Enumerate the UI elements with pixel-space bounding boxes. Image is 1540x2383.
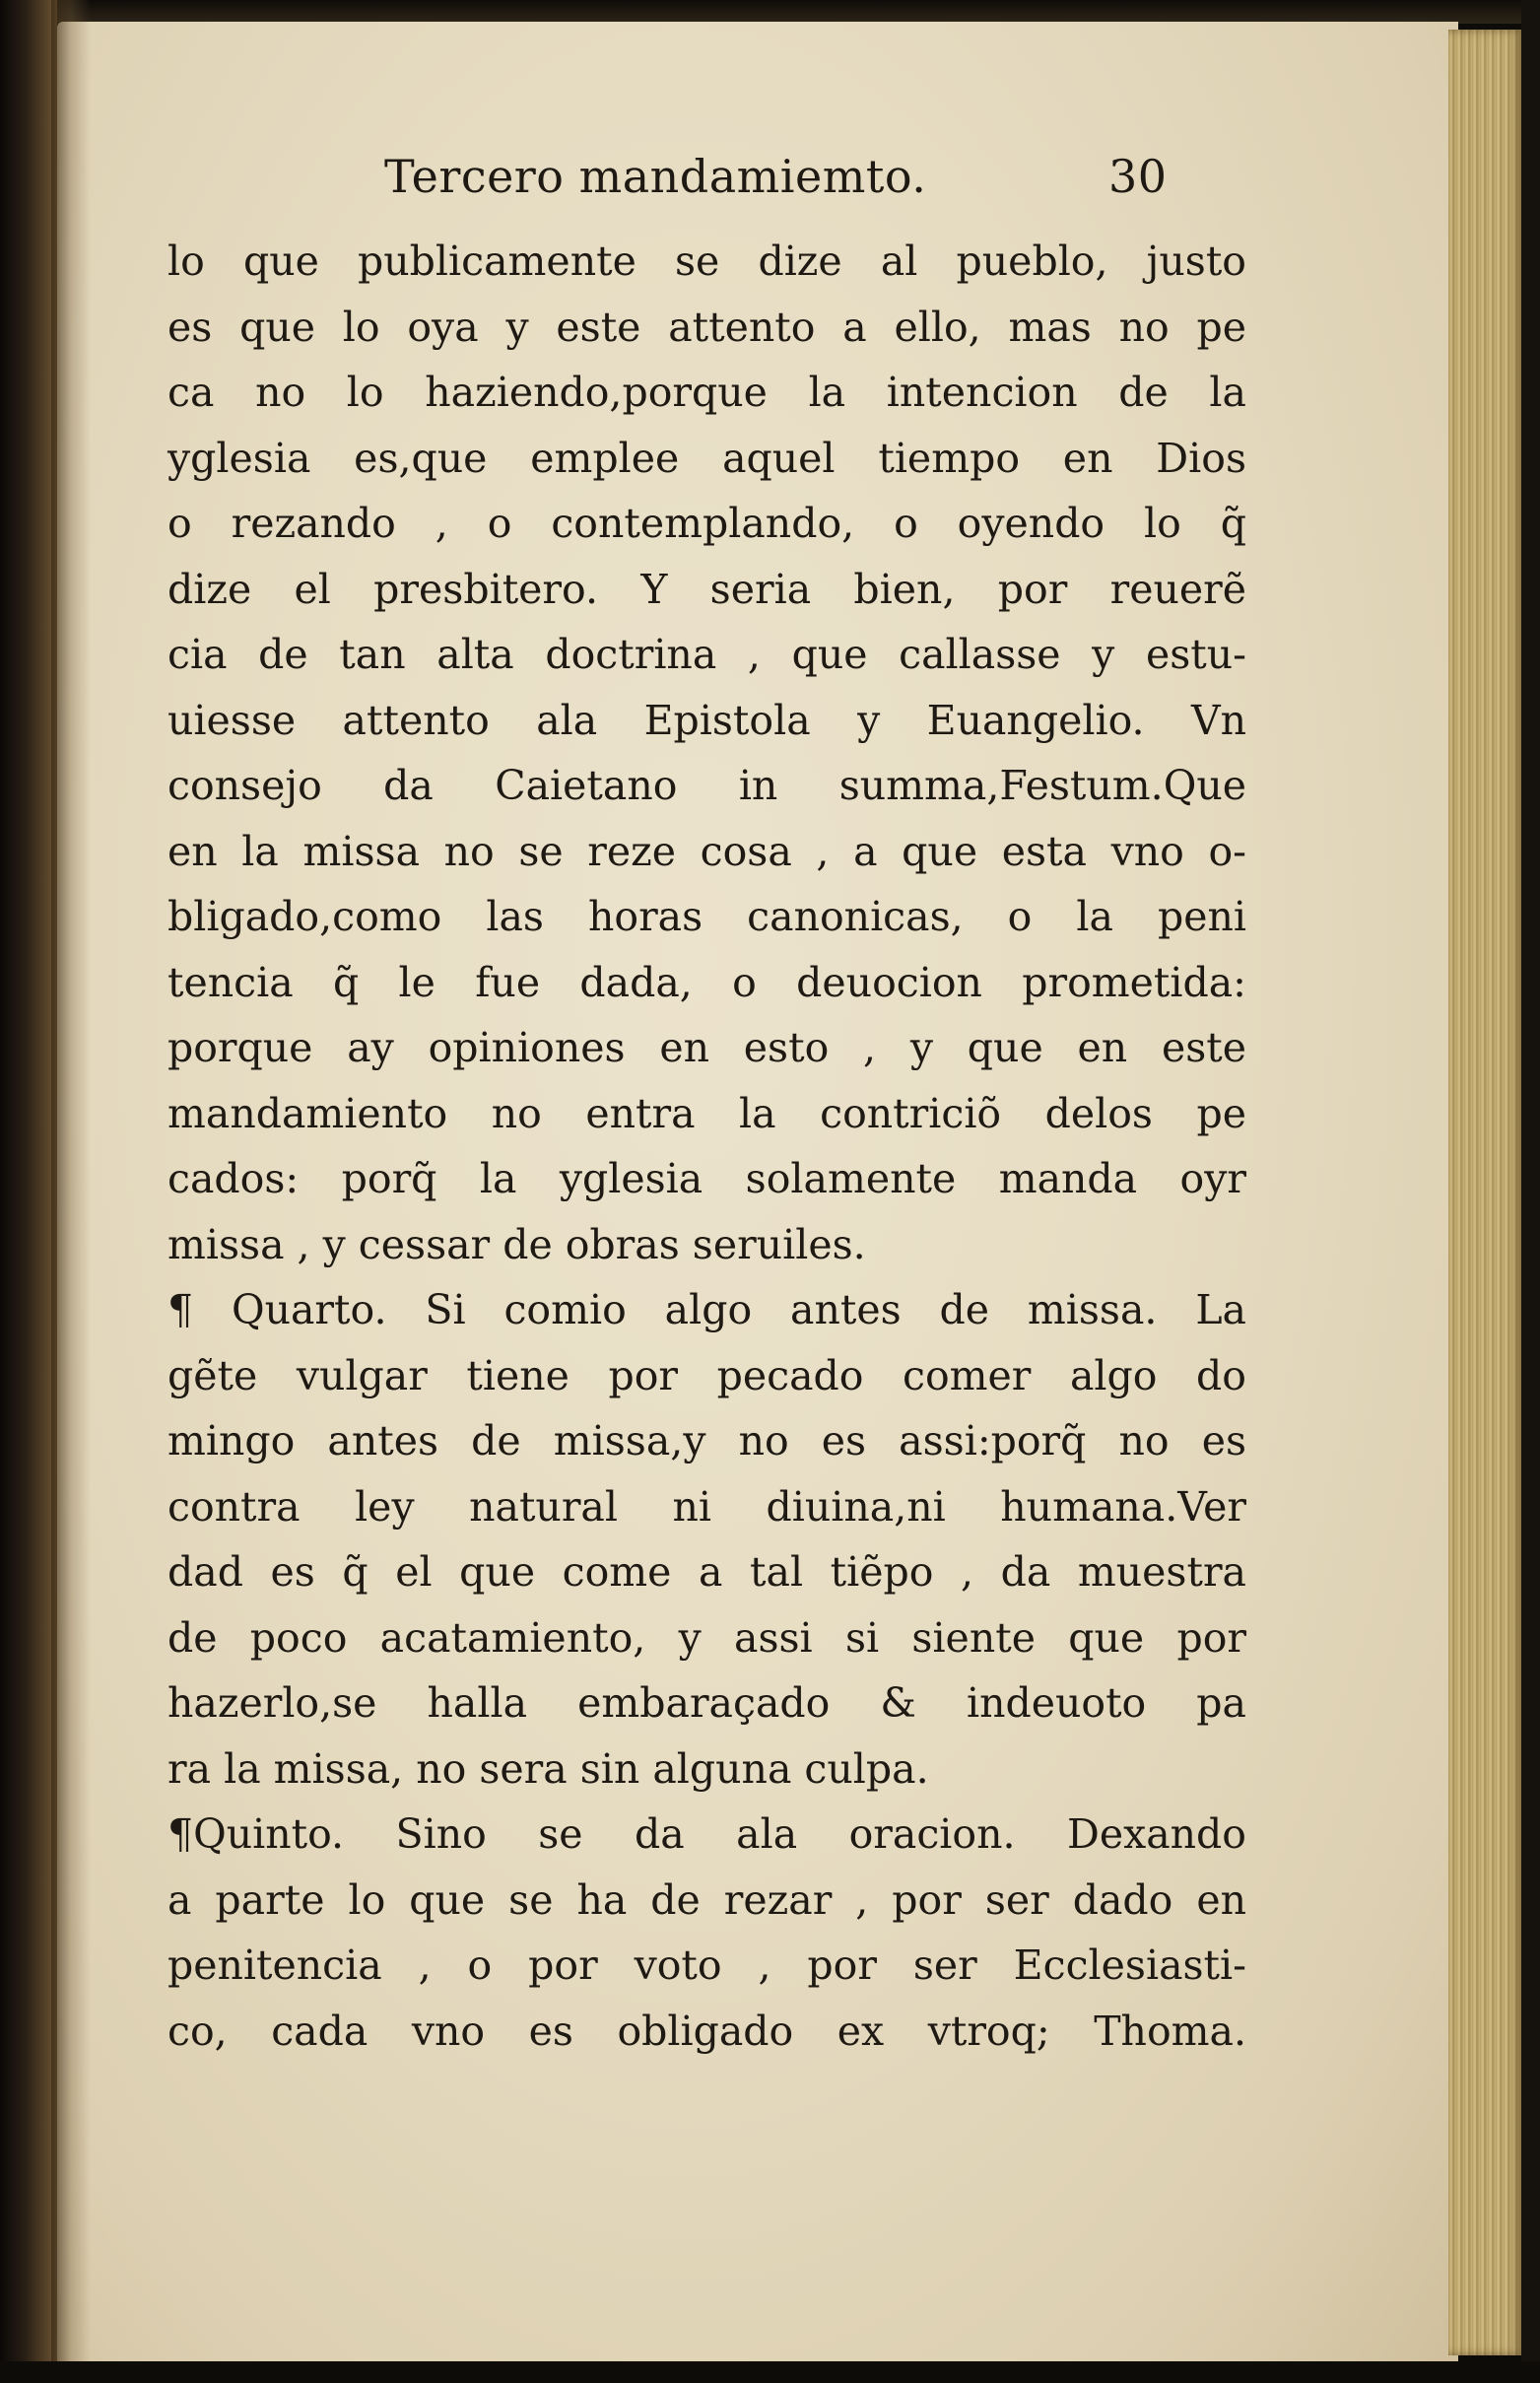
page-header <box>384 150 1192 219</box>
text-line: ¶ Quarto. Si comio algo antes de missa. La <box>167 1286 1246 1333</box>
scan-background-bottom <box>0 2361 1540 2383</box>
text-line: mingo antes de missa,y no es assi:porq̃ no es <box>167 1417 1246 1464</box>
text-line: missa , y cessar de obras seruiles. <box>167 1220 866 1268</box>
text-line: bligado,como las horas canonicas, o la peni <box>167 893 1246 940</box>
text-line: a parte lo que se ha de rezar , por ser dado en <box>167 1875 1246 1924</box>
text-line: o rezando , o contemplando, o oyendo lo q̃ <box>167 500 1246 547</box>
book-binding <box>0 0 57 2383</box>
scan-background-top <box>0 0 1540 24</box>
text-line: ¶Quinto. Sino se da ala oracion. Dexando <box>167 1810 1246 1858</box>
text-line: consejo da Caietano in summa,Festum.Que <box>167 762 1246 809</box>
text-line: ca no lo haziendo,porque la intencion de la <box>167 369 1246 416</box>
page-fore-edge <box>1448 30 1523 2355</box>
scan-background-right <box>1521 0 1540 2383</box>
running-head: Tercero mandamiemto. <box>384 150 927 203</box>
text-line: porque ay opiniones en esto , y que en este <box>167 1024 1246 1071</box>
text-line: contra ley natural ni diuina,ni humana.Ver <box>167 1482 1246 1531</box>
body-text <box>167 229 1246 2064</box>
text-line: es que lo oya y este attento a ello, mas no pe <box>167 303 1246 351</box>
text-line: mandamiento no entra la contriciõ delos pe <box>167 1089 1246 1137</box>
text-line: hazerlo,se halla embaraçado & indeuoto pa <box>167 1679 1246 1727</box>
text-line: cia de tan alta doctrina , que callasse y estu- <box>167 631 1246 678</box>
text-line: co, cada vno es obligado ex vtroq; Thoma. <box>167 2007 1246 2055</box>
gutter-shadow <box>51 0 91 2383</box>
page-number: 30 <box>1108 150 1168 203</box>
text-line: ra la missa, no sera sin alguna culpa. <box>167 1744 929 1793</box>
text-line: dad es q̃ el que come a tal tiẽpo , da muestra <box>167 1548 1246 1596</box>
text-line: tencia q̃ le fue dada, o deuocion prometida: <box>167 958 1246 1006</box>
text-line: dize el presbitero. Y seria bien, por reuerẽ <box>167 565 1246 613</box>
text-line: lo que publicamente se dize al pueblo, justo <box>167 238 1246 285</box>
text-line: gẽte vulgar tiene por pecado comer algo do <box>167 1351 1246 1399</box>
text-line: de poco acatamiento, y assi si siente que por <box>167 1613 1246 1662</box>
text-line: en la missa no se reze cosa , a que esta vno o- <box>167 827 1246 875</box>
text-line: yglesia es,que emplee aquel tiempo en Dios <box>167 434 1246 482</box>
text-line: penitencia , o por voto , por ser Ecclesiasti- <box>167 1941 1246 1989</box>
text-line: uiesse attento ala Epistola y Euangelio. Vn <box>167 696 1246 744</box>
text-line: cados: porq̃ la yglesia solamente manda oyr <box>167 1155 1246 1202</box>
